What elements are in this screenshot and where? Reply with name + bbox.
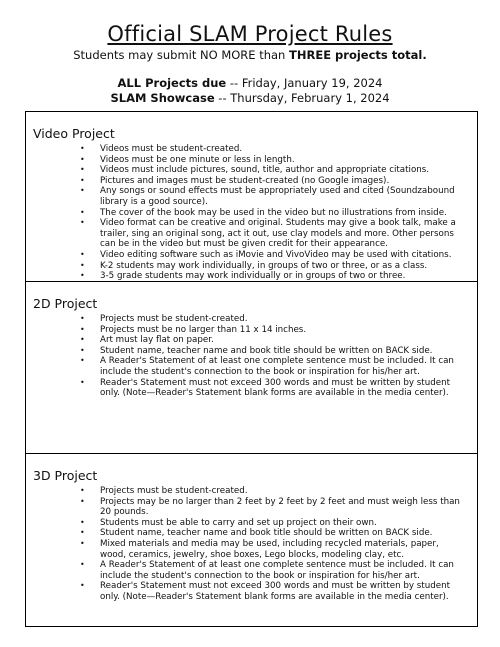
rule-item [78,208,467,219]
rule-text: 3-5 grade students may work individually or in groups of two or three. [100,271,406,282]
bullet-icon: • [80,186,85,196]
rule-item [78,581,467,602]
rule-text: Projects may be no larger than 2 feet by 2 feet by 2 feet and must weigh less than 20 pounds. [100,496,460,518]
bullet-icon: • [80,517,85,527]
rule-text: Projects must be student-created. [100,486,248,496]
rule-text: Student name, teacher name and book title should be written on BACK side. [100,345,433,356]
rule-text: Reader's Statement must not exceed 300 words and must be written by student only. (Note—Reader's Statement blank forms are available in the media center). [100,581,450,602]
due-date-value: -- Friday, January 19, 2024 [226,76,383,90]
rule-text: K-2 students may work individually, in groups of two or three, or as a class. [100,260,428,271]
rule-item [78,539,467,560]
rule-item [78,261,467,272]
rule-text: Projects must be no larger than 11 x 14 inches. [100,324,307,335]
section-title: 3D Project [33,468,98,483]
bullet-icon: • [80,314,85,323]
bullet-icon: • [80,528,85,538]
rule-text: The cover of the book may be used in the video but no illustrations from inside. [100,207,447,218]
rule-text: Students must be able to carry and set up project on their own. [100,517,377,528]
rule-item [78,346,467,357]
showcase-date-value: -- Thursday, February 1, 2024 [214,91,390,105]
rule-item [78,378,467,399]
rule-item [78,560,467,581]
rule-item [78,165,467,176]
showcase-date-line [0,91,500,105]
page-title: Official SLAM Project Rules [107,22,393,46]
bullet-icon: • [80,324,85,334]
rule-item [78,335,467,346]
submission-limit [0,48,500,62]
bullet-icon: • [80,154,85,164]
rule-text: Videos must include pictures, sound, title, author and appropriate citations. [100,165,430,176]
due-date-label: ALL Projects due [117,76,227,90]
section-title: Video Project [33,126,115,141]
showcase-date-label: SLAM Showcase [110,91,215,105]
rule-item [78,486,467,497]
section-3d-project [26,454,477,626]
bullet-icon: • [80,538,85,548]
rule-text: Mixed materials and media may be used, including recycled materials, paper, wood, ceramics, jewelry, shoe boxes, Lego blocks, modeling clay, etc. [100,538,439,560]
rule-text: Projects must be student-created. [100,314,248,324]
rule-item [78,186,467,207]
rule-text: Any songs or sound effects must be appropriately used and cited (Soundzabound library is a good source). [100,186,455,207]
rule-item [78,325,467,336]
submission-limit-text: Students may submit NO MORE than [73,48,290,62]
rule-text: Student name, teacher name and book title should be written on BACK side. [100,528,433,539]
rules-table [25,111,478,627]
rule-item [78,497,467,518]
bullet-icon: • [80,486,85,495]
rule-text: Video editing software such as iMovie and VivoVideo may be used with citations. [100,249,452,260]
due-date-line [0,76,500,90]
rule-text: Pictures and images must be student-created (no Google images). [100,175,390,186]
bullet-icon: • [80,271,85,281]
bullet-icon: • [80,260,85,270]
rule-item [78,518,467,529]
bullet-icon: • [80,249,85,259]
bullet-icon: • [80,144,85,153]
bullet-icon: • [80,560,85,570]
rule-item [78,356,467,377]
bullet-icon: • [80,581,85,591]
bullet-icon: • [80,207,85,217]
bullet-icon: • [80,496,85,506]
rule-item [78,144,467,155]
rule-item [78,250,467,261]
section-2d-project [26,282,477,454]
rules-list [26,314,477,399]
rule-item [78,155,467,166]
bullet-icon: • [80,335,85,345]
bullet-icon: • [80,345,85,355]
bullet-icon: • [80,165,85,175]
submission-limit-emphasis: THREE projects total. [289,48,427,62]
rule-text: Reader's Statement must not exceed 300 words and must be written by student only. (Note—Reader's Statement blank forms are available in the media center). [100,377,450,399]
bullet-icon: • [80,175,85,185]
rules-list [26,486,477,603]
rule-text: Video format can be creative and original. Students may give a book talk, make a trailer, sing an original song, act it out, use clay models and more. Other persons can be in the video but must be given credit for their appearance. [100,218,456,250]
rule-text: A Reader's Statement of at least one complete sentence must be included. It can include the student's connection to the book or inspiration for his/her art. [100,560,454,581]
rule-text: Art must lay flat on paper. [100,335,214,346]
rule-item [78,271,467,282]
bullet-icon: • [80,377,85,387]
rule-item [78,218,467,250]
rules-list [26,144,477,282]
section-title: 2D Project [33,296,98,311]
bullet-icon: • [80,218,85,228]
section-video-project [26,112,477,282]
rule-item [78,528,467,539]
rule-item [78,314,467,325]
rule-text: Videos must be one minute or less in length. [100,154,295,165]
rule-item [78,176,467,187]
rule-text: Videos must be student-created. [100,144,243,154]
rule-text: A Reader's Statement of at least one complete sentence must be included. It can include the student's connection to the book or inspiration for his/her art. [100,356,454,377]
bullet-icon: • [80,356,85,366]
